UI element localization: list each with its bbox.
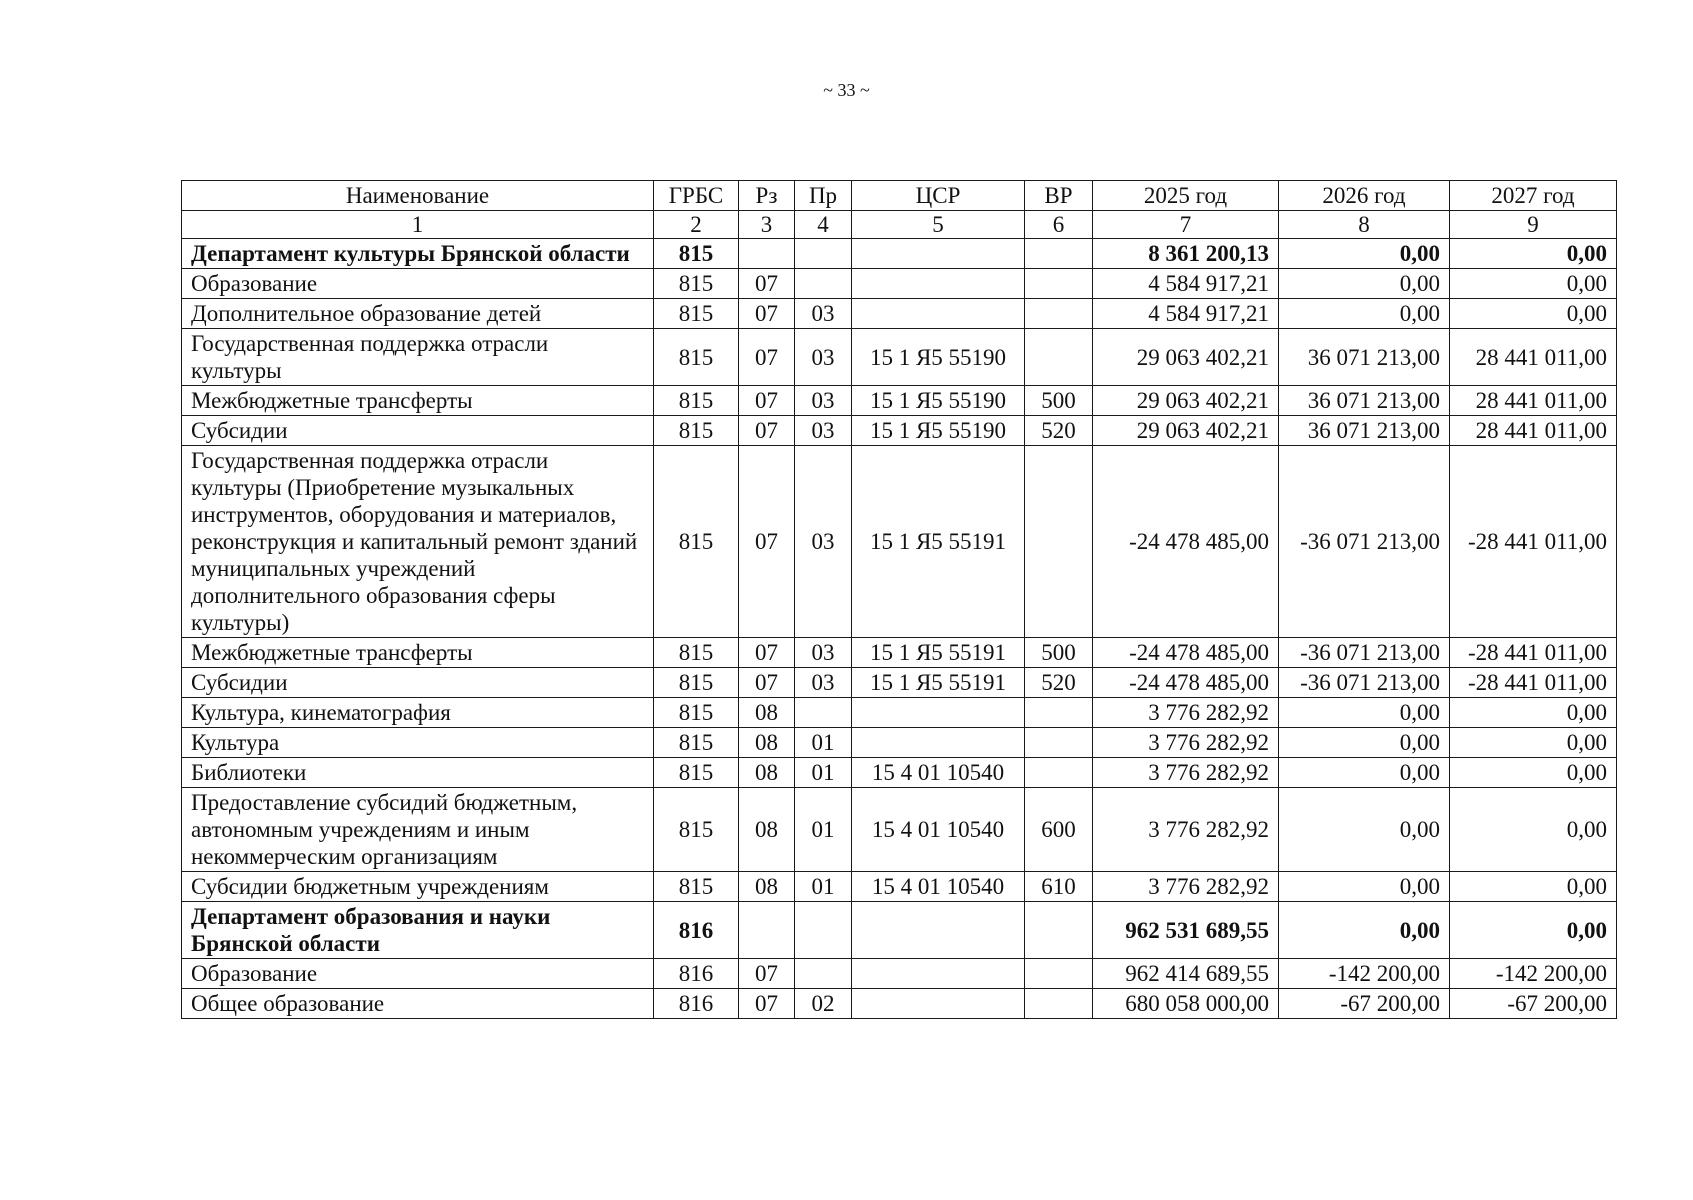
cell-2027: 0,00 (1450, 299, 1617, 329)
cell-name: Субсидии бюджетным учреждениям (182, 872, 654, 902)
cell-pr: 03 (795, 668, 852, 698)
cell-grbs: 815 (654, 329, 739, 386)
cell-name: Дополнительное образование детей (182, 299, 654, 329)
cell-rz: 08 (739, 758, 795, 788)
cell-name: Межбюджетные трансферты (182, 638, 654, 668)
cell-grbs: 815 (654, 758, 739, 788)
cell-vr (1025, 269, 1093, 299)
cell-2025: 962 531 689,55 (1093, 902, 1279, 959)
cell-csr (852, 698, 1025, 728)
cell-2025: 3 776 282,92 (1093, 758, 1279, 788)
header-vr: ВР (1025, 181, 1093, 211)
header-2027: 2027 год (1450, 181, 1617, 211)
cell-csr: 15 4 01 10540 (852, 788, 1025, 872)
cell-2027: 0,00 (1450, 788, 1617, 872)
column-number: 9 (1450, 211, 1617, 239)
cell-name: Межбюджетные трансферты (182, 386, 654, 416)
cell-rz: 07 (739, 989, 795, 1019)
table-row (182, 728, 1617, 758)
cell-csr: 15 1 Я5 55191 (852, 446, 1025, 638)
table-row (182, 788, 1617, 872)
cell-2025: -24 478 485,00 (1093, 446, 1279, 638)
cell-rz: 07 (739, 299, 795, 329)
cell-name: Образование (182, 269, 654, 299)
cell-name: Департамент культуры Брянской области (182, 239, 654, 269)
cell-csr (852, 269, 1025, 299)
cell-name: Культура (182, 728, 654, 758)
cell-2026: 0,00 (1279, 902, 1450, 959)
cell-grbs: 815 (654, 668, 739, 698)
cell-pr: 03 (795, 446, 852, 638)
cell-2027: -28 441 011,00 (1450, 638, 1617, 668)
cell-2026: 0,00 (1279, 698, 1450, 728)
cell-2027: 28 441 011,00 (1450, 386, 1617, 416)
cell-2027: 0,00 (1450, 902, 1617, 959)
cell-vr (1025, 698, 1093, 728)
header-row (182, 181, 1617, 211)
cell-2027: 0,00 (1450, 269, 1617, 299)
cell-grbs: 815 (654, 299, 739, 329)
cell-2026: -36 071 213,00 (1279, 638, 1450, 668)
cell-csr (852, 989, 1025, 1019)
cell-grbs: 815 (654, 386, 739, 416)
cell-name: Образование (182, 959, 654, 989)
header-2026: 2026 год (1279, 181, 1450, 211)
header-csr: ЦСР (852, 181, 1025, 211)
cell-rz: 08 (739, 788, 795, 872)
cell-2025: -24 478 485,00 (1093, 668, 1279, 698)
cell-grbs: 816 (654, 902, 739, 959)
cell-grbs: 815 (654, 788, 739, 872)
cell-name: Департамент образования и науки Брянской области (182, 902, 654, 959)
cell-2026: 36 071 213,00 (1279, 416, 1450, 446)
cell-2026: 0,00 (1279, 872, 1450, 902)
cell-rz: 07 (739, 446, 795, 638)
cell-2026: -142 200,00 (1279, 959, 1450, 989)
header-grbs: ГРБС (654, 181, 739, 211)
cell-2026: 0,00 (1279, 788, 1450, 872)
cell-rz: 07 (739, 638, 795, 668)
cell-csr: 15 1 Я5 55190 (852, 416, 1025, 446)
cell-2025: 962 414 689,55 (1093, 959, 1279, 989)
cell-rz: 07 (739, 668, 795, 698)
cell-2026: 36 071 213,00 (1279, 329, 1450, 386)
cell-2027: -67 200,00 (1450, 989, 1617, 1019)
cell-grbs: 815 (654, 638, 739, 668)
table-body (182, 211, 1617, 1019)
cell-name: Государственная поддержка отрасли культуры (Приобретение музыкальных инструментов, оборудования и материалов, реконструкция и капитальный ремонт зданий муниципальных учреждений дополнительного образования сферы культуры) (182, 446, 654, 638)
cell-vr (1025, 446, 1093, 638)
column-number: 8 (1279, 211, 1450, 239)
cell-2027: 0,00 (1450, 758, 1617, 788)
table-row (182, 446, 1617, 638)
cell-rz: 08 (739, 728, 795, 758)
cell-csr: 15 1 Я5 55190 (852, 386, 1025, 416)
cell-pr: 03 (795, 638, 852, 668)
cell-name: Предоставление субсидий бюджетным, автономным учреждениям и иным некоммерческим организациям (182, 788, 654, 872)
table-row (182, 329, 1617, 386)
column-number: 7 (1093, 211, 1279, 239)
cell-vr (1025, 728, 1093, 758)
cell-csr: 15 4 01 10540 (852, 872, 1025, 902)
budget-table (181, 180, 1617, 1019)
cell-name: Субсидии (182, 416, 654, 446)
cell-rz: 07 (739, 386, 795, 416)
cell-2027: 28 441 011,00 (1450, 329, 1617, 386)
cell-grbs: 815 (654, 239, 739, 269)
cell-rz: 08 (739, 698, 795, 728)
cell-csr: 15 1 Я5 55191 (852, 668, 1025, 698)
cell-grbs: 816 (654, 959, 739, 989)
cell-2026: 0,00 (1279, 239, 1450, 269)
cell-2026: -36 071 213,00 (1279, 668, 1450, 698)
cell-2026: -36 071 213,00 (1279, 446, 1450, 638)
cell-pr: 01 (795, 728, 852, 758)
cell-rz (739, 239, 795, 269)
cell-csr (852, 902, 1025, 959)
cell-2025: 29 063 402,21 (1093, 386, 1279, 416)
cell-pr (795, 902, 852, 959)
table-row (182, 668, 1617, 698)
cell-2025: 29 063 402,21 (1093, 416, 1279, 446)
cell-rz (739, 902, 795, 959)
header-rz: Рз (739, 181, 795, 211)
cell-vr (1025, 902, 1093, 959)
table-row (182, 872, 1617, 902)
cell-2025: 4 584 917,21 (1093, 299, 1279, 329)
cell-csr (852, 728, 1025, 758)
table-row (182, 638, 1617, 668)
cell-pr (795, 959, 852, 989)
cell-grbs: 815 (654, 872, 739, 902)
cell-csr (852, 239, 1025, 269)
cell-pr: 03 (795, 416, 852, 446)
cell-csr (852, 959, 1025, 989)
table-row (182, 239, 1617, 269)
cell-vr: 500 (1025, 638, 1093, 668)
cell-grbs: 815 (654, 269, 739, 299)
cell-2026: 36 071 213,00 (1279, 386, 1450, 416)
column-number-row (182, 211, 1617, 239)
cell-vr: 600 (1025, 788, 1093, 872)
cell-grbs: 816 (654, 989, 739, 1019)
cell-vr: 520 (1025, 416, 1093, 446)
cell-2027: -142 200,00 (1450, 959, 1617, 989)
cell-vr: 610 (1025, 872, 1093, 902)
cell-2025: 29 063 402,21 (1093, 329, 1279, 386)
cell-2025: 8 361 200,13 (1093, 239, 1279, 269)
table-row (182, 386, 1617, 416)
cell-rz: 08 (739, 872, 795, 902)
cell-pr: 03 (795, 299, 852, 329)
header-2025: 2025 год (1093, 181, 1279, 211)
table-row (182, 698, 1617, 728)
cell-2026: 0,00 (1279, 269, 1450, 299)
cell-pr: 02 (795, 989, 852, 1019)
cell-csr: 15 1 Я5 55190 (852, 329, 1025, 386)
cell-vr (1025, 959, 1093, 989)
cell-rz: 07 (739, 269, 795, 299)
cell-2025: 3 776 282,92 (1093, 872, 1279, 902)
cell-2025: 3 776 282,92 (1093, 698, 1279, 728)
cell-pr (795, 239, 852, 269)
cell-grbs: 815 (654, 416, 739, 446)
column-number: 5 (852, 211, 1025, 239)
cell-2027: 0,00 (1450, 728, 1617, 758)
table-row (182, 416, 1617, 446)
cell-vr (1025, 758, 1093, 788)
cell-2027: 0,00 (1450, 698, 1617, 728)
table-row (182, 959, 1617, 989)
table-row (182, 299, 1617, 329)
cell-2027: -28 441 011,00 (1450, 668, 1617, 698)
header-name: Наименование (182, 181, 654, 211)
cell-2027: -28 441 011,00 (1450, 446, 1617, 638)
cell-grbs: 815 (654, 698, 739, 728)
cell-2025: -24 478 485,00 (1093, 638, 1279, 668)
cell-2026: 0,00 (1279, 299, 1450, 329)
cell-vr (1025, 329, 1093, 386)
cell-2025: 680 058 000,00 (1093, 989, 1279, 1019)
cell-vr: 500 (1025, 386, 1093, 416)
table-row (182, 269, 1617, 299)
cell-2025: 3 776 282,92 (1093, 788, 1279, 872)
cell-grbs: 815 (654, 446, 739, 638)
cell-name: Общее образование (182, 989, 654, 1019)
cell-pr: 01 (795, 872, 852, 902)
cell-vr (1025, 299, 1093, 329)
page-number: ~ 33 ~ (823, 80, 870, 100)
cell-csr: 15 1 Я5 55191 (852, 638, 1025, 668)
cell-2025: 3 776 282,92 (1093, 728, 1279, 758)
cell-name: Библиотеки (182, 758, 654, 788)
cell-csr (852, 299, 1025, 329)
cell-vr (1025, 989, 1093, 1019)
column-number: 4 (795, 211, 852, 239)
cell-rz: 07 (739, 959, 795, 989)
cell-grbs: 815 (654, 728, 739, 758)
cell-csr: 15 4 01 10540 (852, 758, 1025, 788)
cell-2027: 0,00 (1450, 239, 1617, 269)
cell-2026: 0,00 (1279, 728, 1450, 758)
cell-name: Культура, кинематография (182, 698, 654, 728)
column-number: 1 (182, 211, 654, 239)
cell-pr: 01 (795, 788, 852, 872)
table-row (182, 989, 1617, 1019)
column-number: 6 (1025, 211, 1093, 239)
cell-vr: 520 (1025, 668, 1093, 698)
table-row (182, 902, 1617, 959)
cell-2027: 0,00 (1450, 872, 1617, 902)
cell-rz: 07 (739, 329, 795, 386)
cell-name: Субсидии (182, 668, 654, 698)
cell-pr (795, 269, 852, 299)
cell-2026: 0,00 (1279, 758, 1450, 788)
column-number: 2 (654, 211, 739, 239)
cell-vr (1025, 239, 1093, 269)
cell-name: Государственная поддержка отрасли культуры (182, 329, 654, 386)
column-number: 3 (739, 211, 795, 239)
cell-pr: 03 (795, 329, 852, 386)
cell-2026: -67 200,00 (1279, 989, 1450, 1019)
cell-pr: 01 (795, 758, 852, 788)
cell-rz: 07 (739, 416, 795, 446)
cell-2025: 4 584 917,21 (1093, 269, 1279, 299)
cell-2027: 28 441 011,00 (1450, 416, 1617, 446)
cell-pr (795, 698, 852, 728)
table-row (182, 758, 1617, 788)
cell-pr: 03 (795, 386, 852, 416)
header-pr: Пр (795, 181, 852, 211)
